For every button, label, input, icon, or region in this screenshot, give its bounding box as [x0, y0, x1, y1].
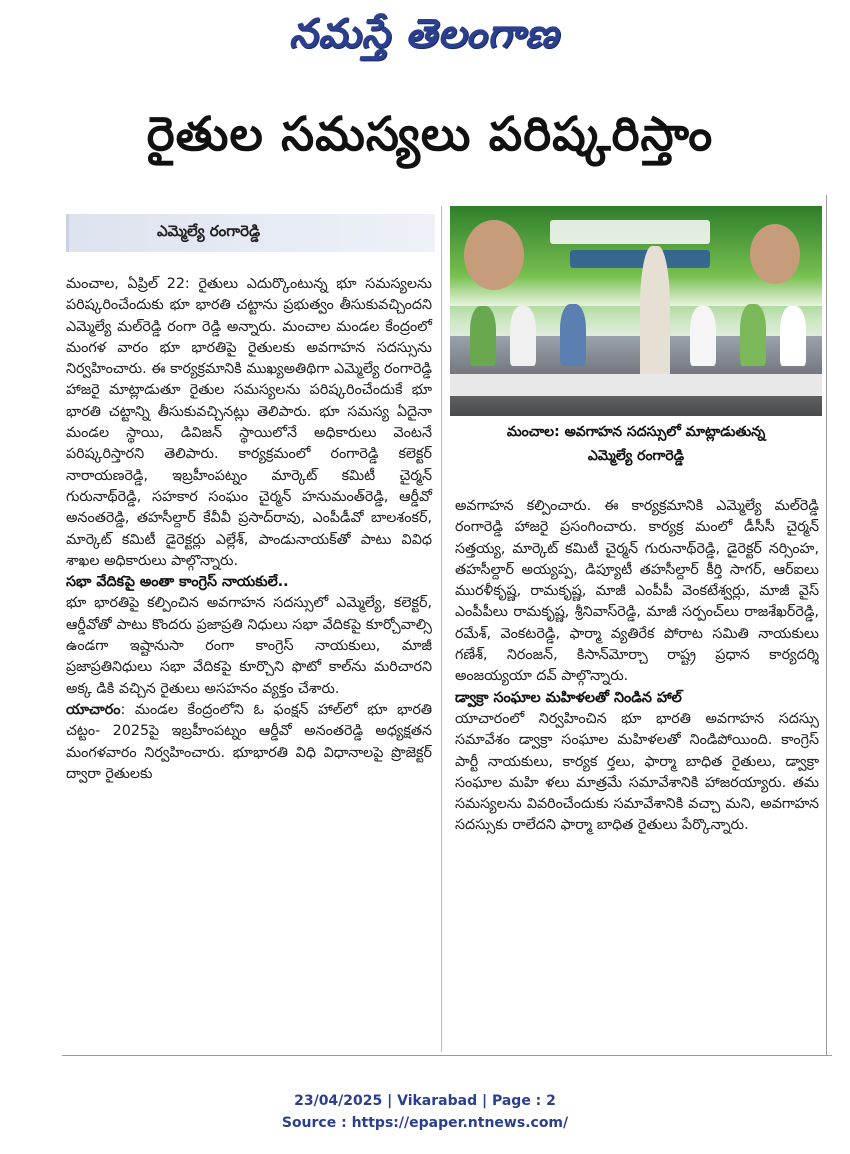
paragraph-text: : మండల కేంద్రంలోని ఓ ఫంక్షన్ హాల్‌లో భూ భారతి చట్టం- 2025పై ఇబ్రహీంపట్నం ఆర్డీవో అనంతరెడ్డి అధ్యక్షతన మంగళవారం నిర్వహించారు. భూభారతి విధి విధానాలపై ప్రొజెక్టర్ ద్వారా రైతులకు	[66, 701, 432, 782]
subheading: సభా వేదికపై అంతా కాంగ్రెస్ నాయకులే..	[66, 574, 289, 591]
paragraph	[66, 700, 432, 785]
footer-date-page: 23/04/2025 | Vikarabad | Page : 2	[294, 1093, 556, 1109]
right-column	[455, 496, 819, 837]
seated-figure	[690, 306, 716, 366]
paragraph: మంచాల, ఏప్రిల్ 22: రైతులు ఎదుర్కొంటున్న భూ సమస్యలను పరిష్కరించేందుకు భూ భారతి చట్టాను ప్రభుత్వం తీసుకువచ్చిందని ఎమ్మెల్యే మల్‌రెడ్డి రంగా రెడ్డి అన్నారు. మంచాల మండల కేంద్రంలో మంగళ వారం భూ భారతిపై రైతులకు అవగాహన సదస్సును నిర్వహించారు. ఈ కార్యక్రమానికి ముఖ్యఅతిథిగా ఎమ్మెల్యే రంగారెడ్డి హాజరై మాట్లాడుతూ రైతుల సమస్యలను పరిష్కరించేందుకే భూ భారతి చట్టాన్ని తీసుకువచ్చినట్లు తెలిపారు. భూ సమస్య ఏదైనా మండల స్థాయి, డివిజన్ స్థాయిలోనే అధికారులు వెంటనే పరిష్కరిస్తారని తెలిపారు. కార్యక్రమంలో రంగారెడ్డి కలెక్టర్ నారాయణరెడ్డి, ఇబ్రహీంపట్నం మార్కెట్ కమిటీ చైర్మన్ గురునాథ్‌రెడ్డి, సహకార సంఘం చైర్మన్ హనుమంత్‌రెడ్డి, ఆర్డీవో అనంతరెడ్డి, తహసీల్దార్ కేవీవీ ప్రసాద్‌రావు, ఎంపీడీవో బాలశంకర్, మార్కెట్ కమిటీ డైరెక్టర్లు ఎల్లేశ్, పాండునాయక్‌తో పాటు వివిధ శాఖల అధికారులు పాల్గొన్నారు.	[66, 276, 432, 569]
seated-figure	[470, 306, 496, 366]
article-right-rule	[826, 195, 827, 1055]
paragraph: యాచారంలో నిర్వహించిన భూ భారతి అవగాహన సదస్సు సమావేశం డ్వాక్రా సంఘాల మహిళలతో నిండిపోయింది. కాంగ్రెస్ పార్టీ నాయకులు, కార్యక ర్తలు, ఫార్మా బాధిత రైతులు, డ్వాక్రా సంఘాల మహి ళలు మాత్రమే సమావేశానికి హాజరయ్యారు. తమ సమస్యలను వివరించేందుకు సమావేశానికి వచ్చా మని, అవగాహన సదస్సుకు రాలేదని ఫార్మా బాధిత రైతులు పేర్కొన్నారు.	[455, 710, 819, 834]
dateline: యాచారం	[66, 701, 121, 718]
left-column	[66, 274, 432, 785]
photo-banner-subtitle	[570, 250, 710, 268]
seated-figure	[780, 306, 806, 366]
paragraph: అవగాహన కల్పించారు. ఈ కార్యక్రమానికి ఎమ్మెల్యే మల్‌రెడ్డి రంగారెడ్డి హాజరై ప్రసంగించారు. కార్యక్ర మంలో డీసీసీ చైర్మన్ సత్తయ్య, మార్కెట్ కమిటీ చైర్మన్ గురునాథ్‌రెడ్డి, డైరెక్టర్ నర్సింహ, తహసీల్దార్ అయ్యప్ప, డిప్యూటీ తహసీల్దార్ కీర్తి సాగర్, ఆర్‌ఐలు మురళీకృష్ణ, రామకృష్ణ, మాజీ ఎంపీపీ వెంకటేశ్వర్లు, మాజీ వైస్ ఎంపీపీలు రామకృష్ణ, శ్రీనివాస్‌రెడ్డి, మాజీ సర్పంచ్‌లు రాజశేఖర్‌రెడ్డి, రమేశ్, వెంకటరెడ్డి, ఫార్మా వ్యతిరేక పోరాట సమితి నాయకులు గణేశ్, నిరంజన్, కిసాన్‌మోర్చా రాష్ట్ర ప్రధాన కార్యదర్శి అంజయ్యయా దవ్ పాల్గొన్నారు.	[455, 498, 819, 685]
seated-figure	[510, 306, 536, 366]
article-photo	[450, 206, 822, 416]
seated-figure	[740, 304, 766, 366]
footer-source: Source : https://epaper.ntnews.com/	[281, 1115, 569, 1131]
banner-portrait	[464, 220, 524, 290]
article-headline: రైతుల సమస్యలు పరిష్కరిస్తాం	[146, 107, 714, 162]
photo-banner-title	[550, 220, 710, 244]
byline-text: ఎమ్మెల్యే రంగారెడ్డి	[157, 222, 261, 240]
photo-caption-line: మంచాల: అవగాహన సదస్సులో మాట్లాడుతున్న	[506, 424, 766, 440]
banner-portrait	[750, 224, 800, 284]
paragraph: భూ భారతిపై కల్పించిన అవగాహన సదస్సులో ఎమ్మెల్యే, కలెక్టర్, ఆర్డీవోతో పాటు కొందరు ప్రజాప్రతి నిధులు సభా వేదికపై కూర్చోవాల్సి ఉండగా ఇష్టానుసా రంగా కాంగ్రెస్ నాయకులు, మాజీ ప్రజాప్రతినిధులు సభా వేదికపై కూర్చొని ఫొటో కాల్‌ను మరిచారని అక్క డికి వచ్చిన రైతులు అసహనం వ్యక్తం చేశారు.	[66, 595, 432, 697]
newspaper-masthead: నమస్తే తెలంగాణ	[288, 11, 560, 57]
column-divider	[441, 206, 442, 1052]
stage-table	[450, 374, 822, 396]
photo-caption	[450, 420, 822, 468]
seated-figure	[560, 304, 586, 366]
photo-caption-line: ఎమ్మెల్యే రంగారెడ్డి	[587, 448, 685, 464]
subheading: డ్వాక్రా సంఘాల మహిళలతో నిండిన హాల్	[455, 689, 682, 706]
byline-box	[66, 214, 435, 252]
